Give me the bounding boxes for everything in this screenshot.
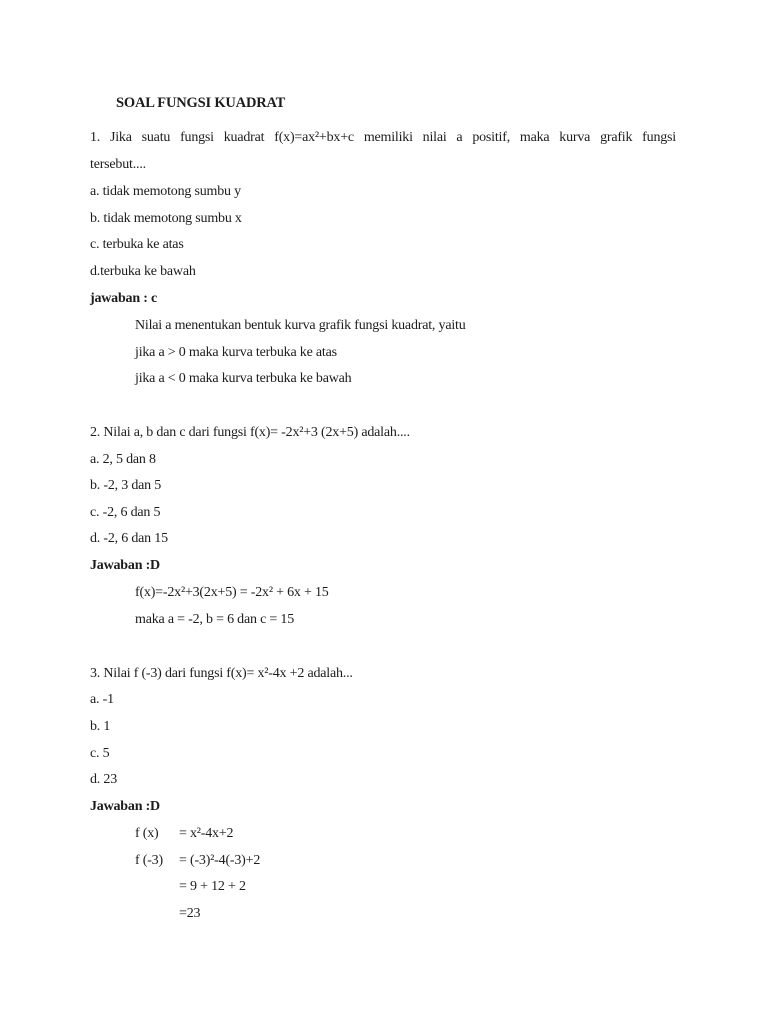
q2-question: 2. Nilai a, b dan c dari fungsi f(x)= -2x²+3 (2x+5) adalah.... [90,425,410,440]
q1-question-line-1: 1. Jika suatu fungsi kuadrat f(x)=ax²+bx+c memiliki nilai a positif, maka kurva grafik fungsi [90,130,676,145]
q1-question-line-2: tersebut.... [90,157,146,172]
q2-answer: Jawaban :D [90,558,160,573]
q3-calc-label-2: f (-3) [135,853,163,868]
q1-option-a: a. tidak memotong sumbu y [90,184,241,199]
q1-explanation-line-1: Nilai a menentukan bentuk kurva grafik fungsi kuadrat, yaitu [135,318,466,333]
q2-option-d: d. -2, 6 dan 15 [90,531,168,546]
q2-option-a: a. 2, 5 dan 8 [90,452,156,467]
q3-question: 3. Nilai f (-3) dari fungsi f(x)= x²-4x +2 adalah... [90,666,353,681]
q1-option-d: d.terbuka ke bawah [90,264,196,279]
q1-answer: jawaban : c [90,291,158,306]
document-title: SOAL FUNGSI KUADRAT [116,95,286,111]
q1-explanation-line-2: jika a > 0 maka kurva terbuka ke atas [135,345,337,360]
q3-option-b: b. 1 [90,719,111,734]
q3-calc-label-1: f (x) [135,826,159,841]
q2-option-b: b. -2, 3 dan 5 [90,478,162,493]
q3-calc-expr-2: = (-3)²-4(-3)+2 [179,853,261,868]
q2-explanation-line-1: f(x)=-2x²+3(2x+5) = -2x² + 6x + 15 [135,585,329,600]
q2-option-c: c. -2, 6 dan 5 [90,505,161,520]
q2-explanation-line-2: maka a = -2, b = 6 dan c = 15 [135,612,295,627]
q3-calc-expr-3: = 9 + 12 + 2 [179,879,246,894]
q1-option-b: b. tidak memotong sumbu x [90,211,242,226]
q3-answer: Jawaban :D [90,799,160,814]
q3-option-d: d. 23 [90,772,118,787]
q3-calc-expr-4: =23 [179,906,201,921]
q3-option-c: c. 5 [90,746,110,761]
q3-calc-expr-1: = x²-4x+2 [179,826,234,841]
q1-option-c: c. terbuka ke atas [90,237,184,252]
q3-option-a: a. -1 [90,692,114,707]
q1-explanation-line-3: jika a < 0 maka kurva terbuka ke bawah [135,371,352,386]
